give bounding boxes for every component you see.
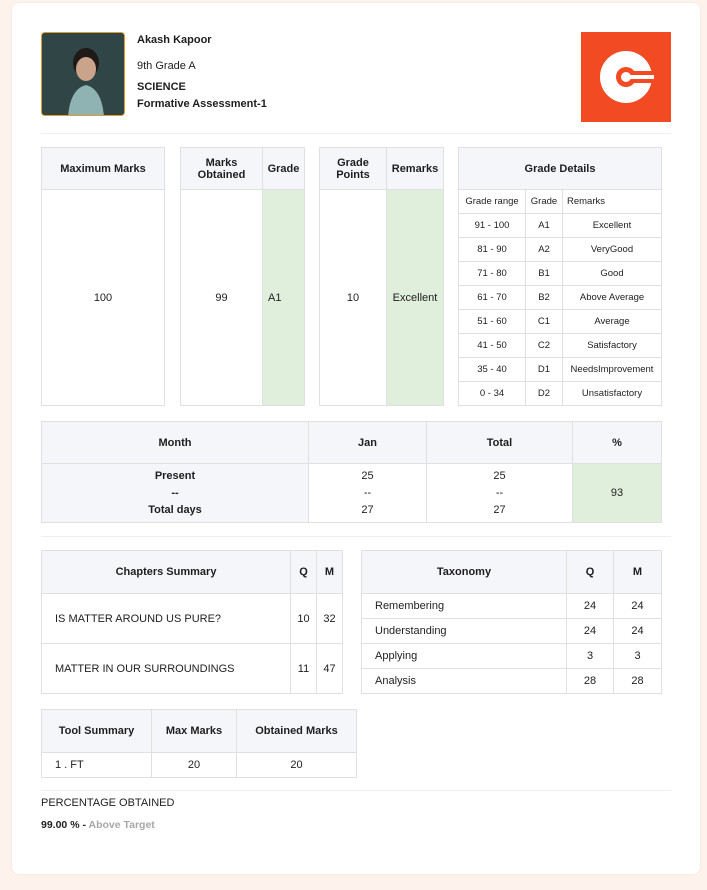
tool-obtained: 20 [237, 753, 357, 778]
total-present: 25 [493, 469, 506, 482]
grade-value: A1 [263, 190, 305, 406]
jan-separator: -- [363, 486, 372, 499]
table-row [42, 644, 343, 694]
table-row [362, 619, 662, 644]
taxonomy-q: 3 [567, 644, 614, 669]
grade: C1 [526, 310, 563, 334]
taxonomy-m: 28 [614, 669, 662, 694]
jan-present: 25 [361, 469, 374, 482]
divider [41, 790, 671, 791]
taxonomy-q: 28 [567, 669, 614, 694]
grade: B2 [526, 286, 563, 310]
grade: A1 [526, 214, 563, 238]
student-class: 9th Grade A [137, 60, 196, 72]
table-row [459, 286, 662, 310]
chapters-q-header: Q [291, 551, 317, 594]
grade: B1 [526, 262, 563, 286]
grade-range: 35 - 40 [459, 358, 526, 382]
tool-name: 1 . FT [42, 753, 152, 778]
total-days-label: Total days [148, 503, 202, 516]
grade: D2 [526, 382, 563, 406]
grade-range: 81 - 90 [459, 238, 526, 262]
percent-header: % [573, 422, 662, 464]
taxonomy-name: Applying [362, 644, 567, 669]
percentage-line [41, 819, 155, 831]
grade-points-header: Grade Points [320, 148, 387, 190]
table-row [459, 214, 662, 238]
tool-max-header: Max Marks [152, 710, 237, 753]
taxonomy-name: Understanding [362, 619, 567, 644]
grade-range-header: Grade range [459, 190, 526, 214]
present-label: Present [154, 469, 196, 482]
grade-remark: Good [563, 262, 662, 286]
chapter-q: 11 [291, 644, 317, 694]
total-values [427, 464, 573, 523]
grade-range: 41 - 50 [459, 334, 526, 358]
grade: C2 [526, 334, 563, 358]
grade-range: 91 - 100 [459, 214, 526, 238]
taxonomy-q: 24 [567, 619, 614, 644]
tool-max: 20 [152, 753, 237, 778]
total-days: 27 [493, 503, 506, 516]
school-logo-icon [581, 32, 671, 122]
chapter-m: 32 [317, 594, 343, 644]
grade-remark: NeedsImprovement [563, 358, 662, 382]
grade-remark: Above Average [563, 286, 662, 310]
grade-points-table [319, 147, 444, 406]
taxonomy-name: Analysis [362, 669, 567, 694]
table-row [459, 238, 662, 262]
grade-points-value: 10 [320, 190, 387, 406]
grade-header: Grade [263, 148, 305, 190]
table-row [362, 669, 662, 694]
chapters-m-header: M [317, 551, 343, 594]
marks-obtained-table [180, 147, 305, 406]
separator-label: -- [171, 486, 179, 499]
percentage-title: PERCENTAGE OBTAINED [41, 797, 175, 809]
chapter-name: MATTER IN OUR SURROUNDINGS [42, 644, 291, 694]
max-marks-table [41, 147, 165, 406]
jan-header: Jan [309, 422, 427, 464]
tool-obtained-header: Obtained Marks [237, 710, 357, 753]
tool-summary-header: Tool Summary [42, 710, 152, 753]
student-photo [41, 32, 125, 116]
divider [41, 536, 671, 537]
chapters-header: Chapters Summary [42, 551, 291, 594]
table-row [459, 382, 662, 406]
percentage-separator: - [82, 819, 86, 831]
percentage-status: Above Target [88, 819, 155, 831]
table-row [459, 334, 662, 358]
total-separator: -- [495, 486, 504, 499]
subject: SCIENCE [137, 81, 186, 93]
table-row [42, 753, 357, 778]
percentage-value: 99.00 % [41, 819, 80, 831]
grade-remark: Satisfactory [563, 334, 662, 358]
month-header: Month [42, 422, 309, 464]
remarks-header: Remarks [387, 148, 444, 190]
table-row [459, 262, 662, 286]
taxonomy-header: Taxonomy [362, 551, 567, 594]
marks-obtained-value: 99 [181, 190, 263, 406]
grade-range: 71 - 80 [459, 262, 526, 286]
attendance-table [41, 421, 662, 523]
divider [41, 133, 671, 134]
grade: A2 [526, 238, 563, 262]
grade-range: 61 - 70 [459, 286, 526, 310]
attendance-percent: 93 [573, 464, 662, 523]
grade-range: 0 - 34 [459, 382, 526, 406]
grade-details-table [458, 147, 662, 406]
grade-col-header: Grade [526, 190, 563, 214]
grade-remark: Average [563, 310, 662, 334]
grade-remark: VeryGood [563, 238, 662, 262]
grade: D1 [526, 358, 563, 382]
assessment-name: Formative Assessment-1 [137, 98, 267, 110]
marks-obtained-header: Marks Obtained [181, 148, 263, 190]
taxonomy-m-header: M [614, 551, 662, 594]
jan-values [309, 464, 427, 523]
remarks-value: Excellent [387, 190, 444, 406]
taxonomy-q-header: Q [567, 551, 614, 594]
table-row [42, 594, 343, 644]
taxonomy-m: 24 [614, 594, 662, 619]
max-marks-value: 100 [42, 190, 165, 406]
remarks-col-header: Remarks [563, 190, 662, 214]
total-header: Total [427, 422, 573, 464]
taxonomy-name: Remembering [362, 594, 567, 619]
chapter-m: 47 [317, 644, 343, 694]
grade-remark: Excellent [563, 214, 662, 238]
taxonomy-table [361, 550, 662, 694]
table-row [362, 644, 662, 669]
student-name: Akash Kapoor [137, 34, 212, 46]
taxonomy-m: 24 [614, 619, 662, 644]
taxonomy-m: 3 [614, 644, 662, 669]
chapters-summary-table [41, 550, 343, 694]
grade-details-title: Grade Details [459, 148, 662, 190]
chapter-q: 10 [291, 594, 317, 644]
table-row [459, 358, 662, 382]
chapter-name: IS MATTER AROUND US PURE? [42, 594, 291, 644]
table-row [362, 594, 662, 619]
max-marks-header: Maximum Marks [42, 148, 165, 190]
tool-summary-table [41, 709, 357, 778]
grade-range: 51 - 60 [459, 310, 526, 334]
attendance-labels [42, 464, 309, 523]
taxonomy-q: 24 [567, 594, 614, 619]
table-row [459, 310, 662, 334]
grade-remark: Unsatisfactory [563, 382, 662, 406]
jan-total-days: 27 [361, 503, 374, 516]
